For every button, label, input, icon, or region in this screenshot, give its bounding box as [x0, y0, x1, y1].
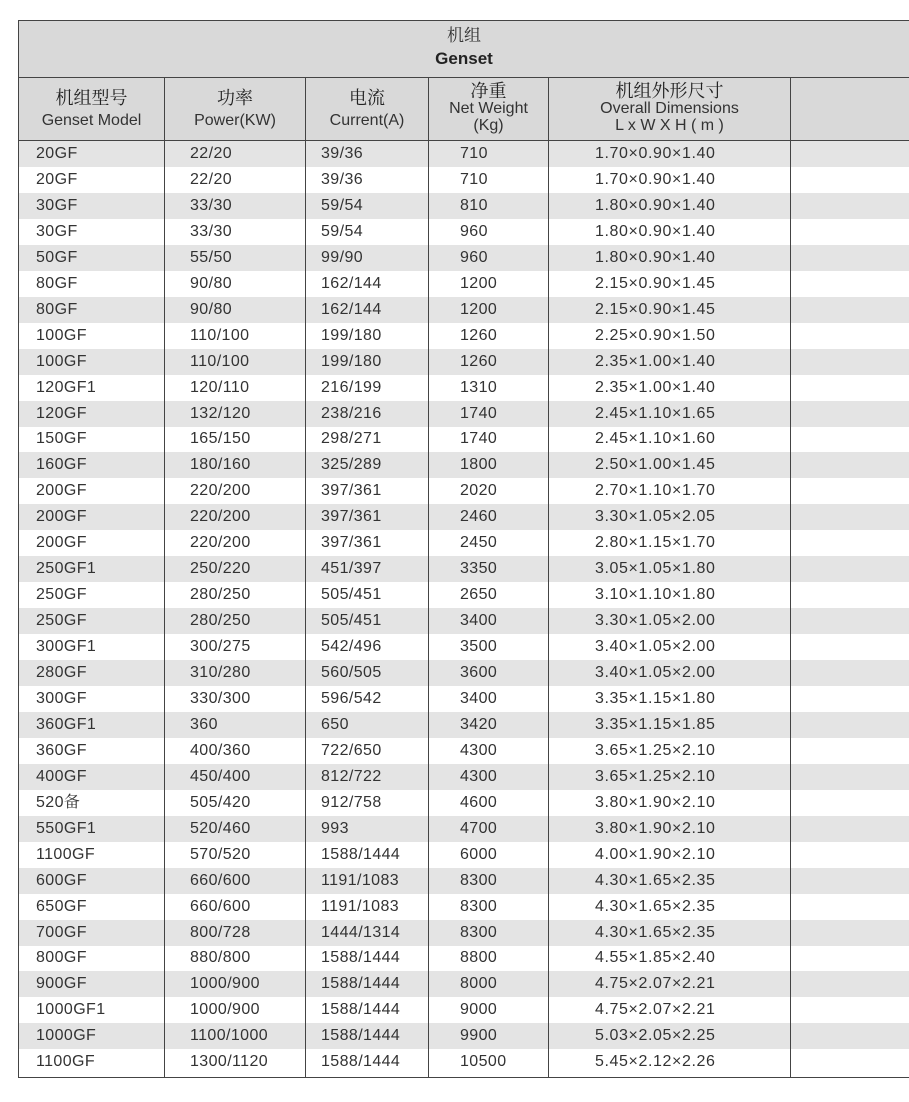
cell-genset-model: 100GF: [36, 326, 87, 344]
cell-genset-model: 200GF: [36, 534, 87, 552]
cell-genset-model: 250GF: [36, 612, 87, 630]
cell-dimensions: 2.25×0.90×1.50: [595, 326, 716, 344]
cell-genset-model: 300GF1: [36, 638, 97, 656]
table-row: [18, 764, 909, 790]
cell-net-weight: 1200: [460, 300, 498, 318]
cell-genset-model: 80GF: [36, 274, 78, 292]
cell-power: 1100/1000: [190, 1027, 269, 1045]
cell-dimensions: 4.55×1.85×2.40: [595, 949, 716, 967]
cell-net-weight: 2020: [460, 482, 498, 500]
cell-genset-model: 1000GF1: [36, 1001, 106, 1019]
cell-current: 397/361: [321, 534, 382, 552]
cell-dimensions: 3.05×1.05×1.80: [595, 560, 716, 578]
table-row: [18, 816, 909, 842]
cell-current: 39/36: [321, 170, 364, 188]
cell-dimensions: 2.15×0.90×1.45: [595, 300, 716, 318]
cell-current: 596/542: [321, 689, 382, 707]
cell-genset-model: 300GF: [36, 689, 87, 707]
header-en: Current(A): [329, 112, 405, 129]
cell-genset-model: 20GF: [36, 145, 78, 162]
header-cn: 功率: [217, 88, 253, 108]
table-row: [18, 504, 909, 530]
table-row: [18, 920, 909, 946]
cell-genset-model: 250GF1: [36, 560, 97, 578]
cell-genset-model: 160GF: [36, 456, 87, 474]
cell-dimensions: 4.75×2.07×2.21: [595, 1001, 716, 1019]
cell-genset-model: 250GF: [36, 586, 87, 604]
table-row: [18, 712, 909, 738]
cell-power: 280/250: [190, 612, 251, 630]
cell-genset-model: 120GF1: [36, 378, 97, 396]
cell-net-weight: 6000: [460, 845, 498, 863]
header-power: [165, 78, 305, 140]
table-row: [18, 1049, 909, 1075]
cell-net-weight: 4300: [460, 767, 498, 785]
cell-power: 110/100: [190, 352, 250, 370]
cell-power: 400/360: [190, 741, 251, 759]
table-row: [18, 842, 909, 868]
cell-net-weight: 3400: [460, 612, 498, 630]
table-row: [18, 478, 909, 504]
cell-dimensions: 2.80×1.15×1.70: [595, 534, 716, 552]
cell-net-weight: 8800: [460, 949, 498, 967]
cell-genset-model: 360GF1: [36, 715, 97, 733]
cell-current: 1191/1083: [321, 897, 400, 915]
cell-net-weight: 1740: [460, 430, 498, 448]
header-cn: 机组外形尺寸: [615, 81, 724, 101]
table-row: [18, 660, 909, 686]
column-divider: [790, 78, 791, 1078]
cell-genset-model: 280GF: [36, 664, 87, 681]
cell-net-weight: 1260: [460, 352, 498, 370]
column-divider: [428, 78, 429, 1078]
header-cn: 机组型号: [55, 88, 128, 108]
table-row: [18, 452, 909, 478]
cell-current: 1588/1444: [321, 1001, 401, 1019]
cell-power: 90/80: [190, 274, 233, 292]
cell-genset-model: 900GF: [36, 975, 87, 993]
table-row: [18, 894, 909, 920]
cell-dimensions: 3.80×1.90×2.10: [595, 793, 716, 811]
cell-power: 1000/900: [190, 1001, 260, 1019]
table-row: [18, 193, 909, 219]
cell-genset-model: 360GF: [36, 741, 87, 759]
cell-current: 397/361: [321, 482, 382, 500]
cell-net-weight: 4600: [460, 793, 498, 811]
cell-dimensions: 3.35×1.15×1.80: [595, 689, 716, 707]
cell-net-weight: 10500: [460, 1053, 507, 1071]
cell-current: 199/180: [321, 352, 382, 370]
column-divider: [305, 78, 306, 1078]
cell-current: 162/144: [321, 274, 382, 292]
cell-net-weight: 960: [460, 222, 488, 240]
cell-net-weight: 960: [460, 248, 488, 266]
cell-net-weight: 2460: [460, 508, 498, 526]
column-divider: [164, 78, 165, 1078]
cell-net-weight: 8300: [460, 871, 498, 889]
cell-power: 1000/900: [190, 975, 260, 993]
cell-net-weight: 8300: [460, 923, 498, 941]
cell-dimensions: 2.45×1.10×1.60: [595, 430, 716, 448]
cell-power: 22/20: [190, 170, 233, 188]
cell-dimensions: 1.70×0.90×1.40: [595, 145, 716, 162]
header-en: Overall Dimensions: [600, 100, 739, 117]
cell-current: 812/722: [321, 767, 382, 785]
cell-genset-model: 650GF: [36, 897, 87, 915]
cell-current: 993: [321, 819, 349, 837]
cell-net-weight: 3350: [460, 560, 498, 578]
cell-genset-model: 700GF: [36, 923, 87, 941]
cell-dimensions: 2.45×1.10×1.65: [595, 404, 716, 422]
cell-power: 570/520: [190, 845, 251, 863]
cell-dimensions: 1.80×0.90×1.40: [595, 248, 716, 266]
cell-dimensions: 5.03×2.05×2.25: [595, 1027, 716, 1045]
cell-power: 220/200: [190, 482, 251, 500]
cell-genset-model: 120GF: [36, 404, 87, 422]
cell-current: 99/90: [321, 248, 364, 266]
cell-current: 325/289: [321, 456, 382, 474]
cell-genset-model: 200GF: [36, 482, 87, 500]
cell-power: 450/400: [190, 767, 251, 785]
table-title-band: [18, 20, 909, 78]
cell-net-weight: 1740: [460, 404, 498, 422]
table-row: [18, 790, 909, 816]
cell-current: 1588/1444: [321, 845, 401, 863]
cell-genset-model: 200GF: [36, 508, 87, 526]
column-divider: [548, 78, 549, 1078]
table-row: [18, 219, 909, 245]
table-row: [18, 401, 909, 427]
header-en: Net Weight: [449, 100, 528, 117]
cell-net-weight: 3420: [460, 715, 498, 733]
table-row: [18, 323, 909, 349]
table-row: [18, 556, 909, 582]
table-row: [18, 167, 909, 193]
cell-dimensions: 3.10×1.10×1.80: [595, 586, 716, 604]
cell-current: 722/650: [321, 741, 382, 759]
cell-power: 110/100: [190, 326, 250, 344]
cell-net-weight: 2450: [460, 534, 498, 552]
cell-power: 330/300: [190, 689, 251, 707]
header-genset-model: [19, 78, 164, 140]
table-row: [18, 945, 909, 971]
cell-net-weight: 4700: [460, 819, 498, 837]
cell-current: 59/54: [321, 196, 364, 214]
cell-power: 120/110: [190, 378, 250, 396]
table-row: [18, 297, 909, 323]
cell-net-weight: 4300: [460, 741, 498, 759]
cell-genset-model: 150GF: [36, 430, 87, 448]
cell-current: 298/271: [321, 430, 382, 448]
cell-net-weight: 3400: [460, 689, 498, 707]
cell-dimensions: 3.65×1.25×2.10: [595, 741, 716, 759]
cell-genset-model: 600GF: [36, 871, 87, 889]
cell-current: 199/180: [321, 326, 382, 344]
cell-dimensions: 1.80×0.90×1.40: [595, 196, 716, 214]
cell-dimensions: 4.00×1.90×2.10: [595, 845, 716, 863]
cell-power: 660/600: [190, 871, 251, 889]
cell-dimensions: 4.75×2.07×2.21: [595, 975, 716, 993]
cell-power: 55/50: [190, 248, 233, 266]
header-cn: 净重: [470, 81, 507, 101]
cell-dimensions: 1.70×0.90×1.40: [595, 170, 716, 188]
cell-dimensions: 4.30×1.65×2.35: [595, 897, 716, 915]
cell-net-weight: 1800: [460, 456, 498, 474]
cell-current: 1444/1314: [321, 923, 401, 941]
cell-power: 360: [190, 715, 218, 733]
cell-genset-model: 20GF: [36, 170, 78, 188]
cell-genset-model: 800GF: [36, 949, 87, 967]
cell-power: 22/20: [190, 145, 233, 162]
cell-net-weight: 2650: [460, 586, 498, 604]
cell-power: 132/120: [190, 404, 251, 422]
cell-dimensions: 2.15×0.90×1.45: [595, 274, 716, 292]
cell-current: 650: [321, 715, 349, 733]
cell-current: 542/496: [321, 638, 382, 656]
header-cn: 电流: [349, 88, 385, 108]
title-cn: 机组: [447, 26, 481, 45]
cell-current: 1588/1444: [321, 975, 401, 993]
cell-net-weight: 8000: [460, 975, 498, 993]
cell-genset-model: 30GF: [36, 222, 78, 240]
table-row: [18, 141, 909, 167]
table-row: [18, 426, 909, 452]
cell-dimensions: 4.30×1.65×2.35: [595, 871, 716, 889]
column-header-row: [18, 78, 909, 141]
table-row: [18, 868, 909, 894]
cell-current: 912/758: [321, 793, 382, 811]
cell-current: 39/36: [321, 145, 364, 162]
cell-power: 220/200: [190, 508, 251, 526]
cell-power: 300/275: [190, 638, 251, 656]
table-row: [18, 738, 909, 764]
cell-net-weight: 710: [460, 170, 488, 188]
cell-power: 660/600: [190, 897, 251, 915]
cell-current: 216/199: [321, 378, 382, 396]
cell-power: 220/200: [190, 534, 251, 552]
cell-net-weight: 9000: [460, 1001, 498, 1019]
cell-dimensions: 3.65×1.25×2.10: [595, 767, 716, 785]
cell-dimensions: 2.50×1.00×1.45: [595, 456, 716, 474]
cell-dimensions: 3.35×1.15×1.85: [595, 715, 716, 733]
cell-current: 1588/1444: [321, 949, 401, 967]
cell-dimensions: 3.30×1.05×2.05: [595, 508, 716, 526]
cell-dimensions: 4.30×1.65×2.35: [595, 923, 716, 941]
table-row: [18, 582, 909, 608]
cell-power: 800/728: [190, 923, 251, 941]
cell-current: 1588/1444: [321, 1027, 401, 1045]
table-row: [18, 686, 909, 712]
cell-net-weight: 3500: [460, 638, 498, 656]
cell-power: 520/460: [190, 819, 251, 837]
cell-genset-model: 550GF1: [36, 819, 97, 837]
cell-genset-model: 1100GF: [36, 845, 96, 863]
cell-current: 238/216: [321, 404, 382, 422]
cell-dimensions: 5.45×2.12×2.26: [595, 1053, 716, 1071]
header-current: [306, 78, 428, 140]
cell-dimensions: 3.40×1.05×2.00: [595, 638, 716, 656]
table-row: [18, 997, 909, 1023]
cell-genset-model: 1100GF: [36, 1053, 96, 1071]
cell-genset-model: 520备: [36, 793, 81, 811]
cell-net-weight: 810: [460, 196, 488, 214]
cell-current: 560/505: [321, 664, 382, 681]
cell-net-weight: 1310: [460, 378, 498, 396]
cell-power: 280/250: [190, 586, 251, 604]
header-en: Power(KW): [194, 112, 276, 129]
cell-dimensions: 1.80×0.90×1.40: [595, 222, 716, 240]
cell-current: 451/397: [321, 560, 382, 578]
table-row: [18, 530, 909, 556]
cell-power: 90/80: [190, 300, 233, 318]
table-row: [18, 608, 909, 634]
cell-power: 180/160: [190, 456, 251, 474]
title-en: Genset: [435, 49, 493, 68]
cell-current: 1588/1444: [321, 1053, 401, 1071]
cell-genset-model: 30GF: [36, 196, 78, 214]
cell-current: 505/451: [321, 586, 382, 604]
cell-dimensions: 3.40×1.05×2.00: [595, 664, 716, 681]
cell-dimensions: 3.80×1.90×2.10: [595, 819, 716, 837]
cell-power: 880/800: [190, 949, 251, 967]
cell-genset-model: 50GF: [36, 248, 78, 266]
table-row: [18, 971, 909, 997]
header-en-unit: L x W X H ( m ): [615, 117, 724, 134]
cell-net-weight: 1200: [460, 274, 498, 292]
table-row: [18, 1023, 909, 1049]
table-row: [18, 634, 909, 660]
header-net-weight: [429, 78, 548, 140]
cell-net-weight: 8300: [460, 897, 498, 915]
cell-genset-model: 100GF: [36, 352, 87, 370]
column-divider: [18, 20, 19, 1078]
cell-net-weight: 1260: [460, 326, 498, 344]
header-en: Genset Model: [41, 112, 142, 129]
cell-current: 1191/1083: [321, 871, 400, 889]
table-row: [18, 375, 909, 401]
cell-dimensions: 2.70×1.10×1.70: [595, 482, 716, 500]
cell-net-weight: 9900: [460, 1027, 498, 1045]
cell-power: 310/280: [190, 664, 251, 681]
cell-current: 59/54: [321, 222, 364, 240]
table-row: [18, 349, 909, 375]
table-row: [18, 245, 909, 271]
cell-current: 505/451: [321, 612, 382, 630]
cell-power: 33/30: [190, 196, 233, 214]
cell-power: 1300/1120: [190, 1053, 269, 1071]
cell-power: 505/420: [190, 793, 251, 811]
cell-genset-model: 80GF: [36, 300, 78, 318]
cell-dimensions: 2.35×1.00×1.40: [595, 378, 716, 396]
cell-net-weight: 710: [460, 145, 488, 162]
cell-dimensions: 3.30×1.05×2.00: [595, 612, 716, 630]
cell-power: 165/150: [190, 430, 251, 448]
cell-net-weight: 3600: [460, 664, 498, 681]
table-bottom-rule: [18, 1077, 909, 1078]
table-row: [18, 271, 909, 297]
cell-current: 162/144: [321, 300, 382, 318]
cell-power: 33/30: [190, 222, 233, 240]
cell-current: 397/361: [321, 508, 382, 526]
cell-genset-model: 400GF: [36, 767, 87, 785]
cell-genset-model: 1000GF: [36, 1027, 97, 1045]
header-en-unit: (Kg): [473, 117, 504, 134]
cell-power: 250/220: [190, 560, 251, 578]
header-overall-dimensions: [549, 78, 790, 140]
cell-dimensions: 2.35×1.00×1.40: [595, 352, 716, 370]
